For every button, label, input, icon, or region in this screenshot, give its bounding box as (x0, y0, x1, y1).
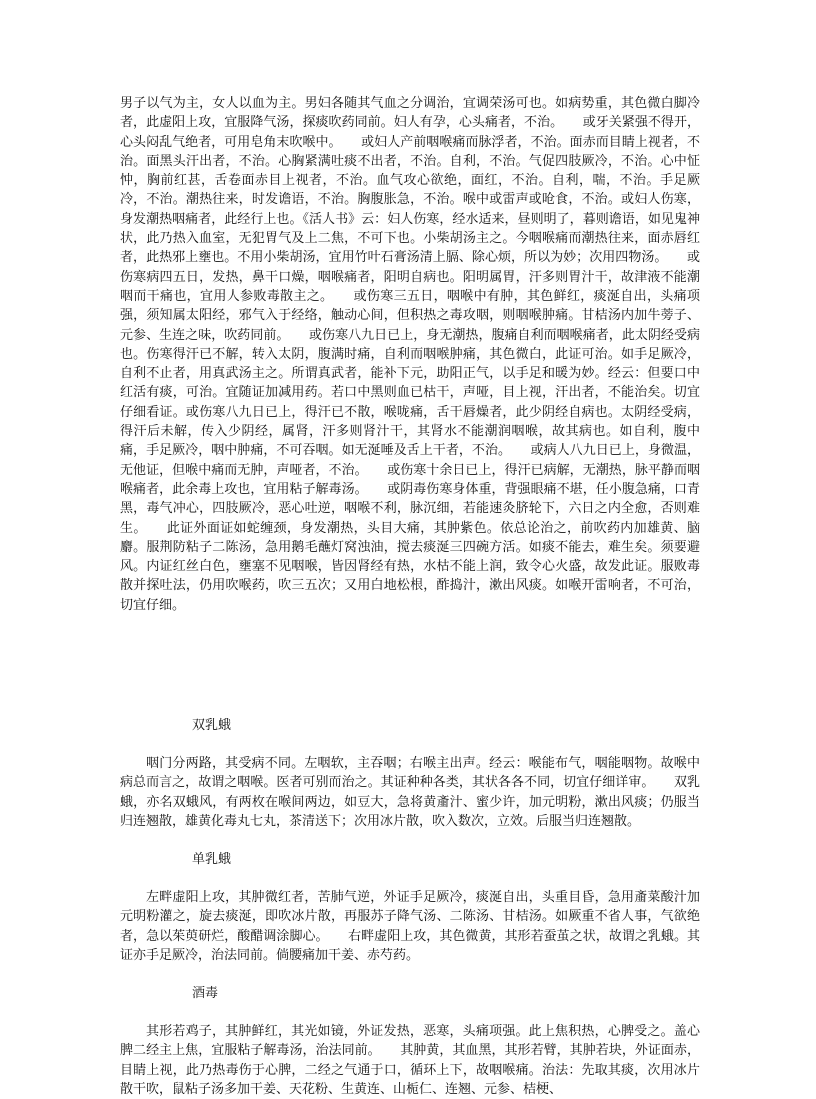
paragraph-throat-disease-women: 男子以气为主，女人以血为主。男妇各随其气血之分调治，宜调荣汤可也。如病势重，其色微白脚冷者，此虚阳上攻，宜服降气汤，探痰吹药同前。妇人有孕，心头痛者，不治。 或牙关紧强不得开，心头闷乱气绝者，可用皂角末吹喉中。 或妇人产前咽喉痛而脉浮者，不治。面赤而目睛上视者，不治。面黑头汗出者，不治。心胸紧满吐痰不出者，不治。自利，不治。气促四肢厥冷，不治。心中怔忡，胸前红甚，舌卷面赤目上视者，不治。血气攻心欲绝，面红，不治。自利，喘，不治。手足厥冷，不治。潮热往来，时发谵语，不治。胸腹胀急，不治。喉中或雷声或呛食，不治。或妇人伤寒，身发潮热咽痛者，此经行上也。《活人书》云：妇人伤寒，经水适来，昼则明了，暮则谵语，如见鬼神状，此乃热入血室，无犯胃气及上二焦，不可下也。小柴胡汤主之。今咽喉痛而潮热往来，面赤唇红者，此热邪上壅也。不用小柴胡汤，宜用竹叶石膏汤清上膈、除心烦，所以为妙；次用四物汤。 或伤寒病四五日，发热，鼻干口燥，咽喉痛者，阳明自病也。阳明属胃，汗多则胃汁干，故津液不能潮咽而干痛也，宜用人参败毒散主之。 或伤寒三五日，咽喉中有肿，其色鲜红，痰涎自出，头痛项强，须知属太阳经，邪气入于经络，触动心间，但积热之毒攻咽，则咽喉肿痛。甘桔汤内加牛蒡子、元参、生连之味，吹药同前。 或伤寒八九日已上，身无潮热，腹痛自利而咽喉痛者，此太阴经受病也。伤寒得汗已不解，转入太阴，腹满时痛，自利而咽喉肿痛，其色微白，此证可治。如手足厥冷，自利不止者，用真武汤主之。所谓真武者，能补下元，助阳正气，以手足和暖为妙。经云：但要口中红活有痰，可治。宜随证加减用药。若口中黑则血已枯干，声哑，目上视，汗出者，不能治矣。切宜仔细看证。或伤寒八九日已上，得汗已不散，喉咙痛，舌干唇燥者，此少阴经自病也。太阴经受病，得汗后未解，传入少阴经，属肾，汗多则肾汁干，其肾水不能潮润咽喉，故其病也。如自利，腹中痛，手足厥冷，咽中肿痛，不可吞咽。如无涎唾及舌上干者，不治。 或病人八九日已上，身微温，无他证，但喉中痛而无肿，声哑者，不治。 或伤寒十余日已上，得汗已病解，无潮热，脉平静而咽喉痛者，此余毒上攻也，宜用粘子解毒汤。 或阴毒伤寒身体重，背强眼痛不堪，任小腹急痛，口青黑，毒气冲心，四肢厥冷，恶心吐逆，咽喉不利，脉沉细，若能速灸脐轮下，六日之内全愈，否则难生。 此证外面证如蛇缠颈，身发潮热，头目大痛，其肿紫色。依总论治之，前吹药内加雄黄、脑麝。服荆防粘子二陈汤，急用鹅毛蘸灯窝浊油，搅去痰涎三四碗方活。如痰不能去，难生矣。须要避风。内证红丝白色，壅塞不见咽喉，皆因肾经有热，水枯不能上润，致令心火盛，故发此证。服败毒散并探吐法，仍用吹喉药，吹三五次；又用白地松根，酢捣汁，漱出风痰。如喉开雷响者，不可治，切宜仔细。 (120, 96, 700, 613)
section-heading-alcohol-toxin: 酒毒 (192, 986, 219, 1001)
paragraph-alcohol-toxin: 其形若鸡子，其肿鲜红，其光如镜，外证发热，恶寒，头痛项强。此上焦积热，心脾受之。盖心脾二经主上焦，宜服粘子解毒汤，治法同前。 其肿黄，其血黑，其形若臂，其肿若块，外证面赤，目睛上视，此乃热毒伤于心脾，二经之气通于口，循环上下，故咽喉痛。治法：先取其痰，次用冰片散干吹，鼠粘子汤多加干姜、天花粉、生黄连、山栀仁、连翘、元参、桔梗、 (120, 1024, 700, 1097)
section-heading-single-tonsil: 单乳蛾 (192, 852, 232, 867)
paragraph-single-tonsil: 左畔虚阳上攻，其肿微红者，苦肺气逆，外证手足厥冷，痰涎自出，头重目昏，急用齑菜酸汁加元明粉灌之，旋去痰涎，即吹冰片散，再服苏子降气汤、二陈汤、甘桔汤。如厥重不省人事，气欲绝者，急以茱萸研烂，酸醋调涂脚心。 右畔虚阳上攻，其色微黄，其形若蚕茧之状，故谓之乳蛾。其证亦手足厥冷，治法同前。倘腰痛加干姜、赤芍药。 (120, 890, 700, 963)
paragraph-double-tonsil: 咽门分两路，其受病不同。左咽软，主吞咽；右喉主出声。经云：喉能布气，咽能咽物。故喉中病总而言之，故谓之咽喉。医者可别而治之。其证种种各类，其状各各不同，切宜仔细详审。 双乳蛾，亦名双蛾风，有两枚在喉间两边，如豆大，急将黄齑汁、蜜少许，加元明粉，漱出风痰；仍服当归连翘散，雄黄化毒丸七丸，茶清送下；次用冰片散，吹入数次，立效。后服当归连翘散。 (120, 756, 700, 829)
section-heading-double-tonsil: 双乳蛾 (192, 718, 232, 733)
